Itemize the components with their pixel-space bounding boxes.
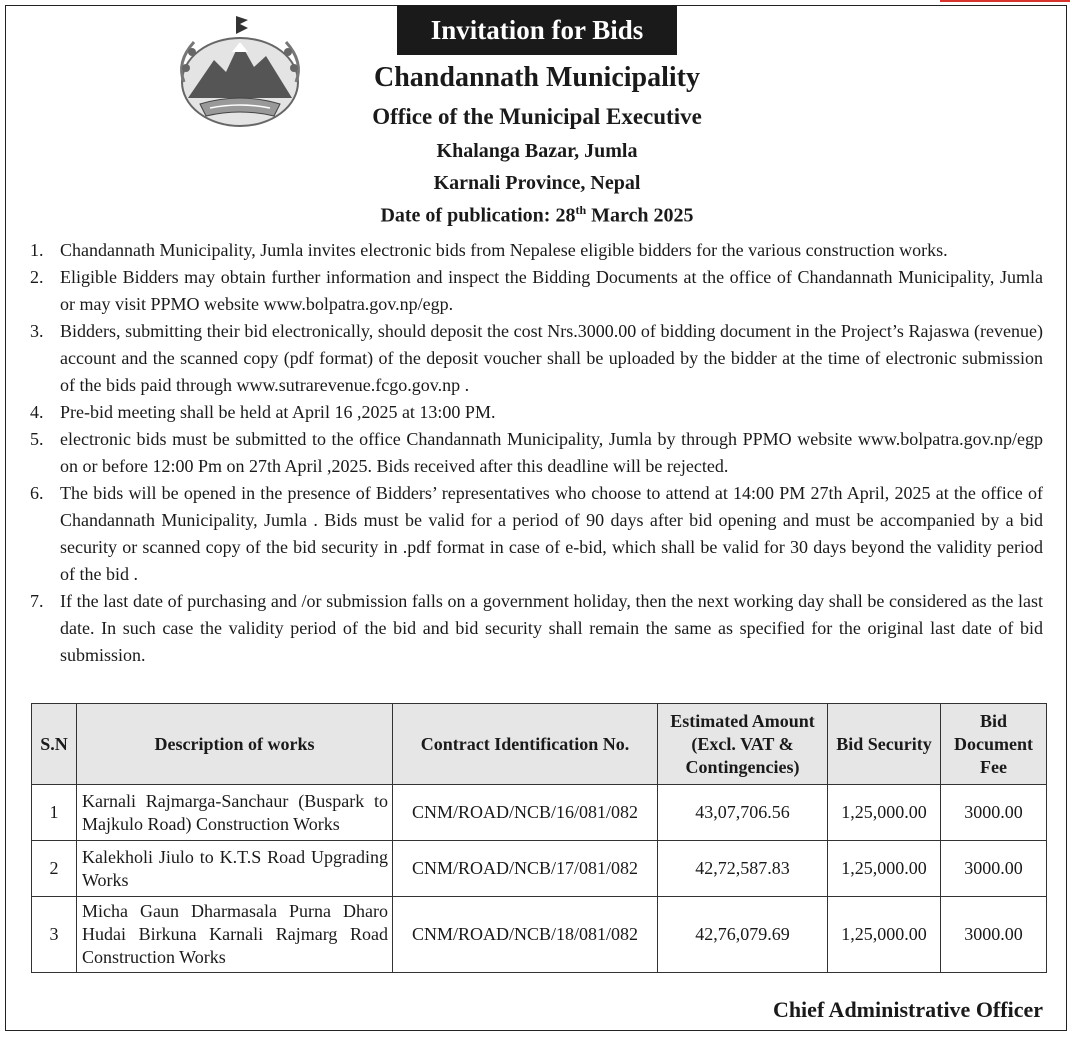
table-row <box>32 897 1047 973</box>
cell-contract-id: CNM/ROAD/NCB/18/081/082 <box>393 897 658 973</box>
works-table <box>31 703 1047 973</box>
cell-sn: 3 <box>32 897 77 973</box>
cell-document-fee: 3000.00 <box>941 897 1047 973</box>
table-header-row <box>32 704 1047 785</box>
clause-item <box>30 237 1043 264</box>
clause-text: If the last date of purchasing and /or submission falls on a government holiday, then the next working day shall be considered as the last date. In such case the validity period of the bid and bid security shall remain the same as specified for the original last date of bid submission. <box>60 591 1043 665</box>
cell-sn: 1 <box>32 785 77 841</box>
table-row <box>32 841 1047 897</box>
column-header-contract-id: Contract Identification No. <box>393 704 658 785</box>
cell-sn: 2 <box>32 841 77 897</box>
column-header-estimated-amount: Estimated Amount (Excl. VAT & Contingencies) <box>658 704 828 785</box>
cell-document-fee: 3000.00 <box>941 785 1047 841</box>
clause-item <box>30 426 1043 480</box>
clause-item <box>30 264 1043 318</box>
cell-bid-security: 1,25,000.00 <box>828 897 941 973</box>
column-header-bid-security: Bid Security <box>828 704 941 785</box>
cell-bid-security: 1,25,000.00 <box>828 785 941 841</box>
clause-text: electronic bids must be submitted to the office Chandannath Municipality, Jumla by through PPMO website www.bolpatra.gov.np/egp on or before 12:00 Pm on 27th April ,2025. Bids received after this deadline will be rejected. <box>60 429 1043 476</box>
column-header-description: Description of works <box>77 704 393 785</box>
office-name: Office of the Municipal Executive <box>372 104 702 129</box>
cell-description: Kalekholi Jiulo to K.T.S Road Upgrading Works <box>77 841 393 897</box>
organization-name: Chandannath Municipality <box>374 62 700 93</box>
clause-number: 6. <box>30 483 44 503</box>
clause-number: 1. <box>30 240 44 260</box>
address-line-1: Khalanga Bazar, Jumla <box>436 140 638 162</box>
clause-number: 4. <box>30 402 44 422</box>
cell-document-fee: 3000.00 <box>941 841 1047 897</box>
clause-item <box>30 318 1043 399</box>
cell-estimated-amount: 42,72,587.83 <box>658 841 828 897</box>
cell-estimated-amount: 42,76,079.69 <box>658 897 828 973</box>
cell-contract-id: CNM/ROAD/NCB/17/081/082 <box>393 841 658 897</box>
clause-text: Eligible Bidders may obtain further information and inspect the Bidding Documents at the office of Chandannath Municipality, Jumla or may visit PPMO website www.bolpatra.gov.np/egp. <box>60 267 1043 314</box>
cell-description: Karnali Rajmarga-Sanchaur (Buspark to Majkulo Road) Construction Works <box>77 785 393 841</box>
corner-mark <box>940 0 1070 2</box>
clauses-list <box>30 237 1043 669</box>
clause-number: 3. <box>30 321 44 341</box>
clause-text: Chandannath Municipality, Jumla invites electronic bids from Nepalese eligible bidders for the various construction works. <box>60 240 948 260</box>
clause-text: The bids will be opened in the presence of Bidders’ representatives who choose to attend at 14:00 PM 27th April, 2025 at the office of Chandannath Municipality, Jumla . Bids must be valid for a period of 90 days after bid opening and must be accompanied by a bid security or scanned copy of the bid security in .pdf format in case of e-bid, which shall be valid for 30 days beyond the validity period of the bid . <box>60 483 1043 584</box>
clause-item <box>30 480 1043 588</box>
column-header-document-fee: Bid Document Fee <box>941 704 1047 785</box>
clause-text: Pre-bid meeting shall be held at April 16 ,2025 at 13:00 PM. <box>60 402 496 422</box>
table-row <box>32 785 1047 841</box>
publication-date: Date of publication: 28th March 2025 <box>380 203 694 227</box>
clause-item <box>30 399 1043 426</box>
cell-description: Micha Gaun Dharmasala Purna Dharo Hudai Birkuna Karnali Rajmarg Road Construction Works <box>77 897 393 973</box>
clause-number: 5. <box>30 429 44 449</box>
cell-contract-id: CNM/ROAD/NCB/16/081/082 <box>393 785 658 841</box>
cell-estimated-amount: 43,07,706.56 <box>658 785 828 841</box>
column-header-sn: S.N <box>32 704 77 785</box>
clause-number: 2. <box>30 267 44 287</box>
clause-text: Bidders, submitting their bid electronically, should deposit the cost Nrs.3000.00 of bidding document in the Project’s Rajaswa (revenue) account and the scanned copy (pdf format) of the deposit voucher shall be uploaded by the bidder at the time of electronic submission of the bids paid through www.sutrarevenue.fcgo.gov.np . <box>60 321 1043 395</box>
address-line-2: Karnali Province, Nepal <box>433 172 641 194</box>
signature-title: Chief Administrative Officer <box>772 997 1043 1022</box>
invitation-title: Invitation for Bids <box>397 5 677 55</box>
cell-bid-security: 1,25,000.00 <box>828 841 941 897</box>
clause-number: 7. <box>30 591 44 611</box>
clause-item <box>30 588 1043 669</box>
